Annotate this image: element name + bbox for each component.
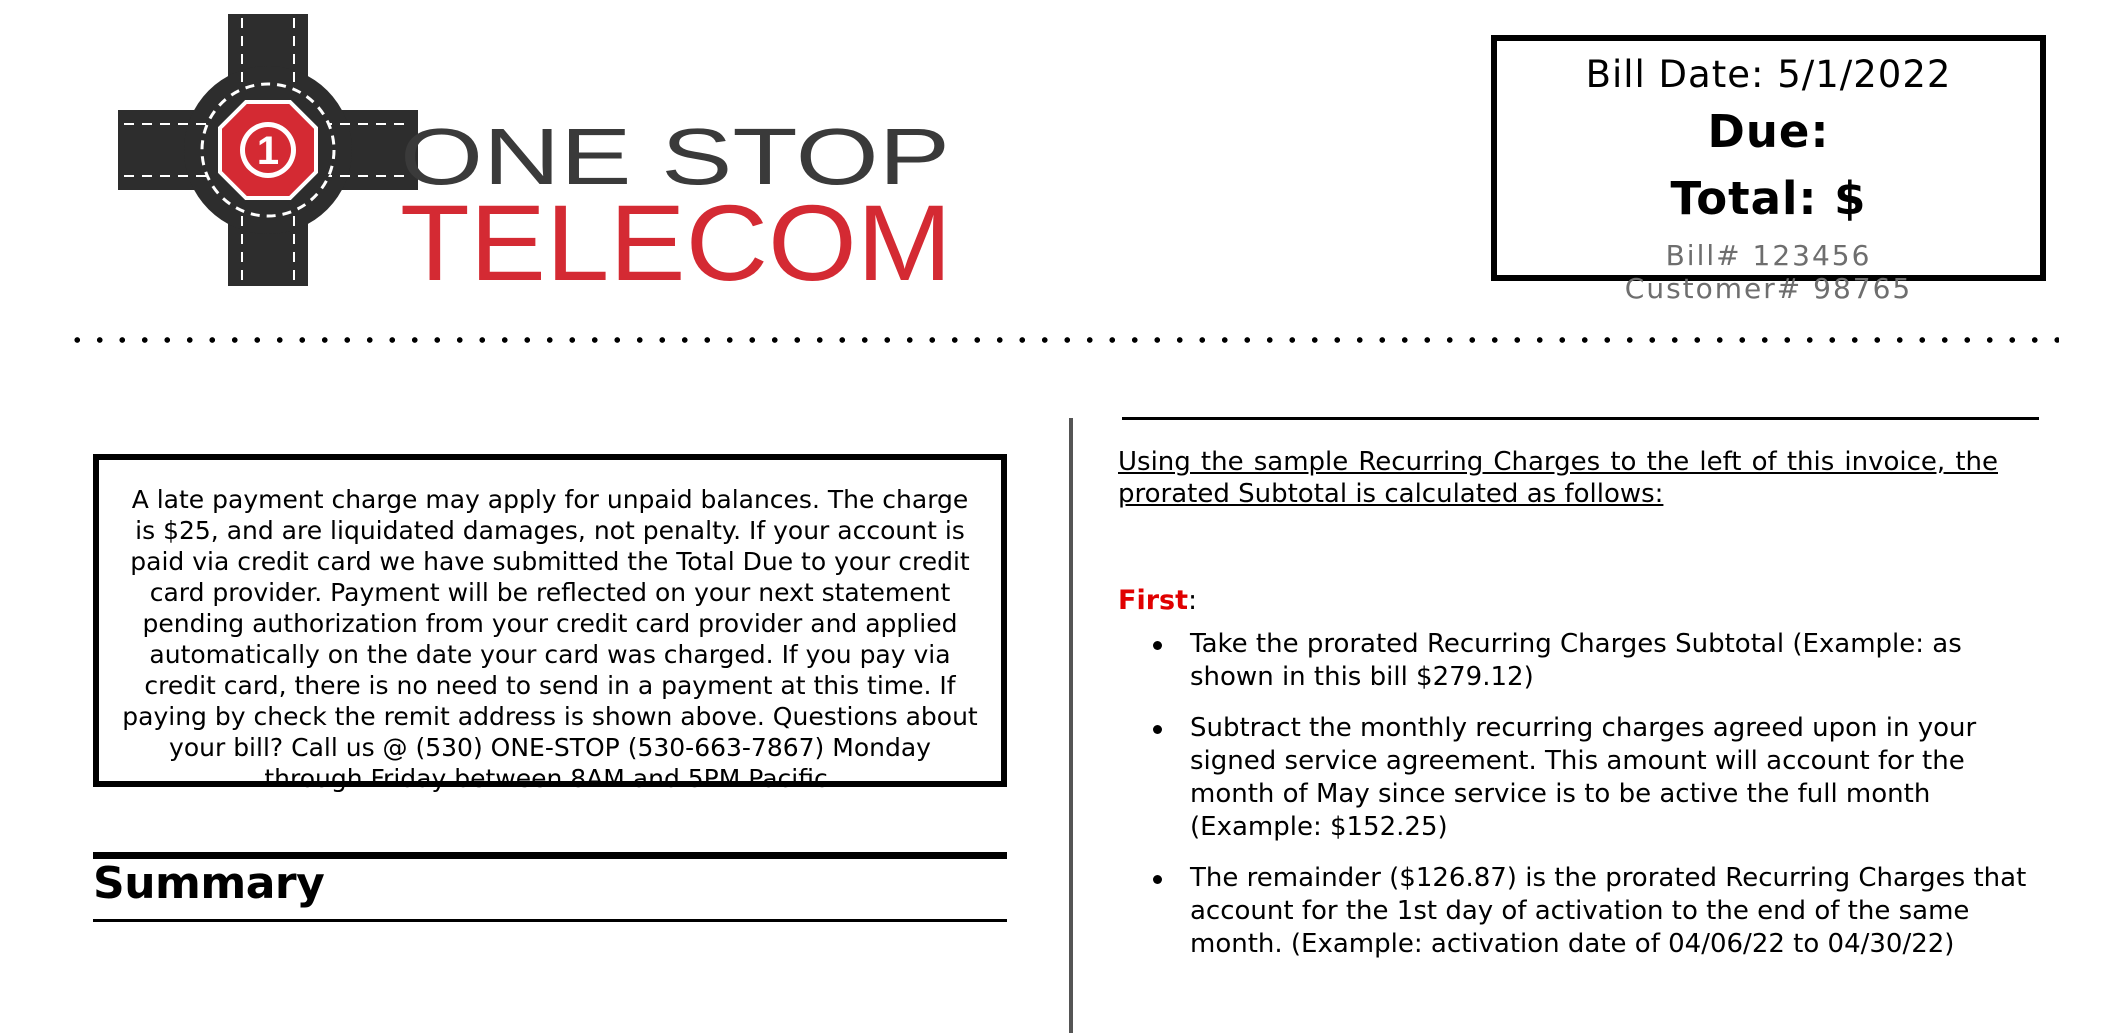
bullet-icon [1153, 641, 1162, 650]
dotted-separator [66, 336, 2059, 344]
bullet-icon [1153, 725, 1162, 734]
customer-number: Customer# 98765 [1624, 272, 1913, 305]
total-label: Total: $ [1670, 172, 1867, 225]
late-payment-notice: A late payment charge may apply for unpaid balances. The charge is $25, and are liquidated damages, not penalty. If your account is paid via credit card we have submitted the Total Due to your credit card provider. Payment will be reflected on your next statement pending authorization from your credit card provider and applied automatically on the date your card was charged. If you pay via credit card, there is no need to send in a payment at this time. If paying by check the remit address is shown above. Questions about your bill? Call us @ (530) ONE-STOP (530-663-7867) Monday through Friday between 8AM and 5PM Pacific. [93, 454, 1007, 787]
bill-identifiers [1497, 239, 2040, 305]
company-logo [118, 14, 958, 286]
proration-intro: Using the sample Recurring Charges to the left of this invoice, the prorated Subtotal is calculated as follows: [1118, 447, 1998, 509]
first-colon: : [1188, 585, 1198, 616]
first-step-label [1118, 585, 1197, 616]
due-label: Due: [1707, 105, 1830, 158]
bill-date: Bill Date: 5/1/2022 [1585, 53, 1952, 96]
proration-steps [1118, 628, 2048, 979]
list-item: Take the prorated Recurring Charges Subtotal (Example: as shown in this bill $279.12) [1118, 628, 2048, 694]
list-item: Subtract the monthly recurring charges agreed upon in your signed service agreement. This amount will account for the month of May since service is to be active the full month (Example: $152.25) [1118, 712, 2048, 844]
bill-summary-box [1491, 35, 2046, 305]
bill-number: Bill# 123456 [1665, 239, 1872, 272]
summary-bottom-rule [93, 919, 1007, 922]
logo-wordmark-line2: TELECOM [400, 182, 952, 286]
right-column-rule [1122, 417, 2039, 420]
summary-heading: Summary [93, 858, 325, 909]
first-keyword: First [1118, 585, 1188, 616]
bullet-icon [1153, 875, 1162, 884]
list-item: The remainder ($126.87) is the prorated Recurring Charges that account for the 1st day of activation to the end of the same month. (Example: activation date of 04/06/22 to 04/30/22) [1118, 862, 2048, 961]
logo-badge-number: 1 [256, 129, 280, 173]
logo-wordmark-line1: ONE STOP [400, 112, 950, 201]
column-divider [1069, 418, 1073, 1033]
crossroads-icon [118, 14, 418, 286]
